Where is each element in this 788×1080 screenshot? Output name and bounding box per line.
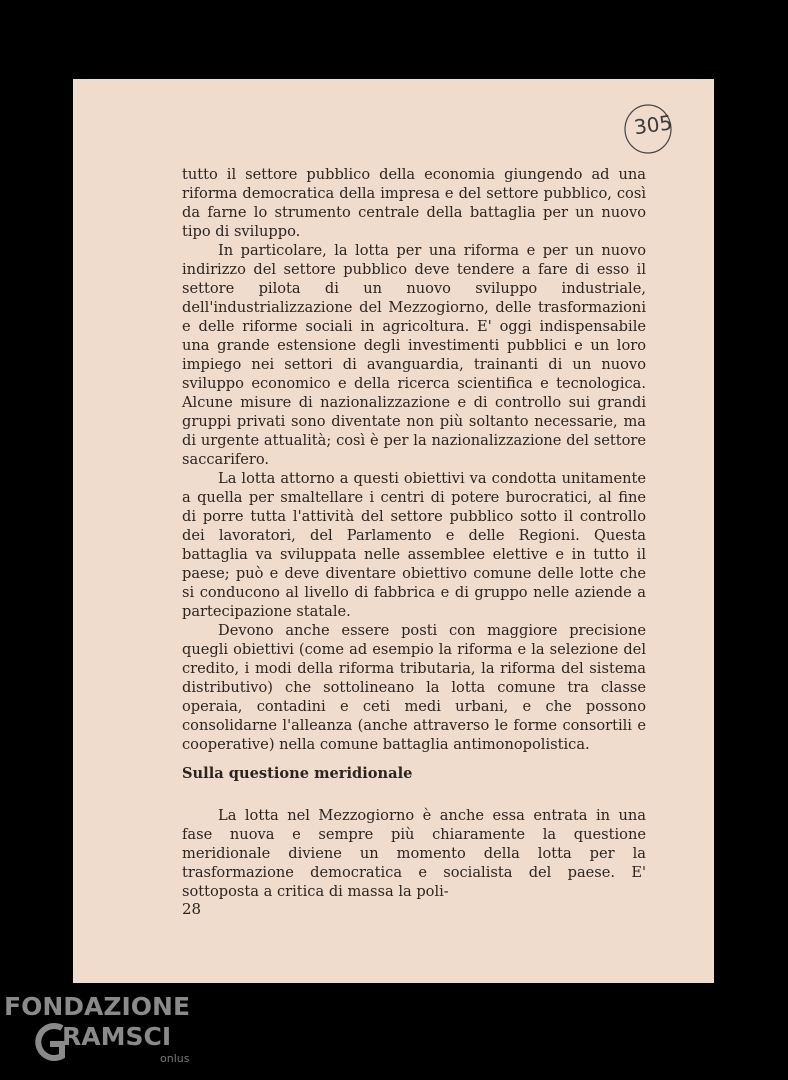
page-number: 28 bbox=[182, 900, 202, 918]
watermark-logo bbox=[4, 992, 194, 1072]
watermark-line2: RAMSCI bbox=[62, 1022, 172, 1051]
paragraph-2: In particolare, la lotta per una riforma e per un nuovo indirizzo del settore pubblico deve tendere a fare di esso il settore pilota di un nuovo sviluppo industriale, dell'industrializzazione del Mezzogiorno, delle trasformazioni e delle riforme sociali in agricoltura. E' oggi indispensabile una grande estensione degli investimenti pubblici e un loro impiego nei settori di avanguardia, trainanti di un nuovo sviluppo economico e della ricerca scientifica e tecnologica. Alcune misure di nazionalizzazione e di controllo sui grandi gruppi privati sono diventate non più soltanto necessarie, ma di urgente attualità; così è per la nazionalizzazione del settore saccarifero. bbox=[182, 242, 646, 468]
section-heading: Sulla questione meridionale bbox=[182, 765, 413, 782]
g-logo-icon bbox=[32, 1018, 66, 1066]
watermark-line3: onlus bbox=[160, 1052, 190, 1065]
body-text-upper bbox=[182, 165, 646, 754]
body-text-lower bbox=[182, 806, 646, 901]
archive-number: 305 bbox=[632, 110, 674, 140]
paragraph-4: Devono anche essere posti con maggiore precisione quegli obiettivi (come ad esempio la riforma e la selezione del credito, i modi della riforma tributaria, la riforma del sistema distributivo) che sottolineano la lotta comune tra classe operaia, contadini e ceti medi urbani, e che possono consolidarne l'alleanza (anche attraverso le forme consortili e cooperative) nella comune battaglia antimonopolistica. bbox=[182, 622, 646, 753]
paragraph-1: tutto il settore pubblico della economia giungendo ad una riforma democratica della impresa e del settore pubblico, così da farne lo strumento centrale della battaglia per un nuovo tipo di sviluppo. bbox=[182, 166, 646, 240]
paragraph-5: La lotta nel Mezzogiorno è anche essa entrata in una fase nuova e sempre più chiaramente la questione meridionale diviene un momento della lotta per la trasformazione democratica e socialista del paese. E' sottoposta a critica di massa la poli- bbox=[182, 807, 646, 900]
paragraph-3: La lotta attorno a questi obiettivi va condotta unitamente a quella per smaltellare i centri di potere burocratici, al fine di porre tutta l'attività del settore pubblico sotto il controllo dei lavoratori, del Parlamento e delle Regioni. Questa battaglia va sviluppata nelle assemblee elettive e in tutto il paese; può e deve diventare obiettivo comune delle lotte che si conducono al livello di fabbrica e di gruppo nelle aziende a partecipazione statale. bbox=[182, 470, 646, 620]
watermark-line1: FONDAZIONE bbox=[4, 992, 191, 1021]
